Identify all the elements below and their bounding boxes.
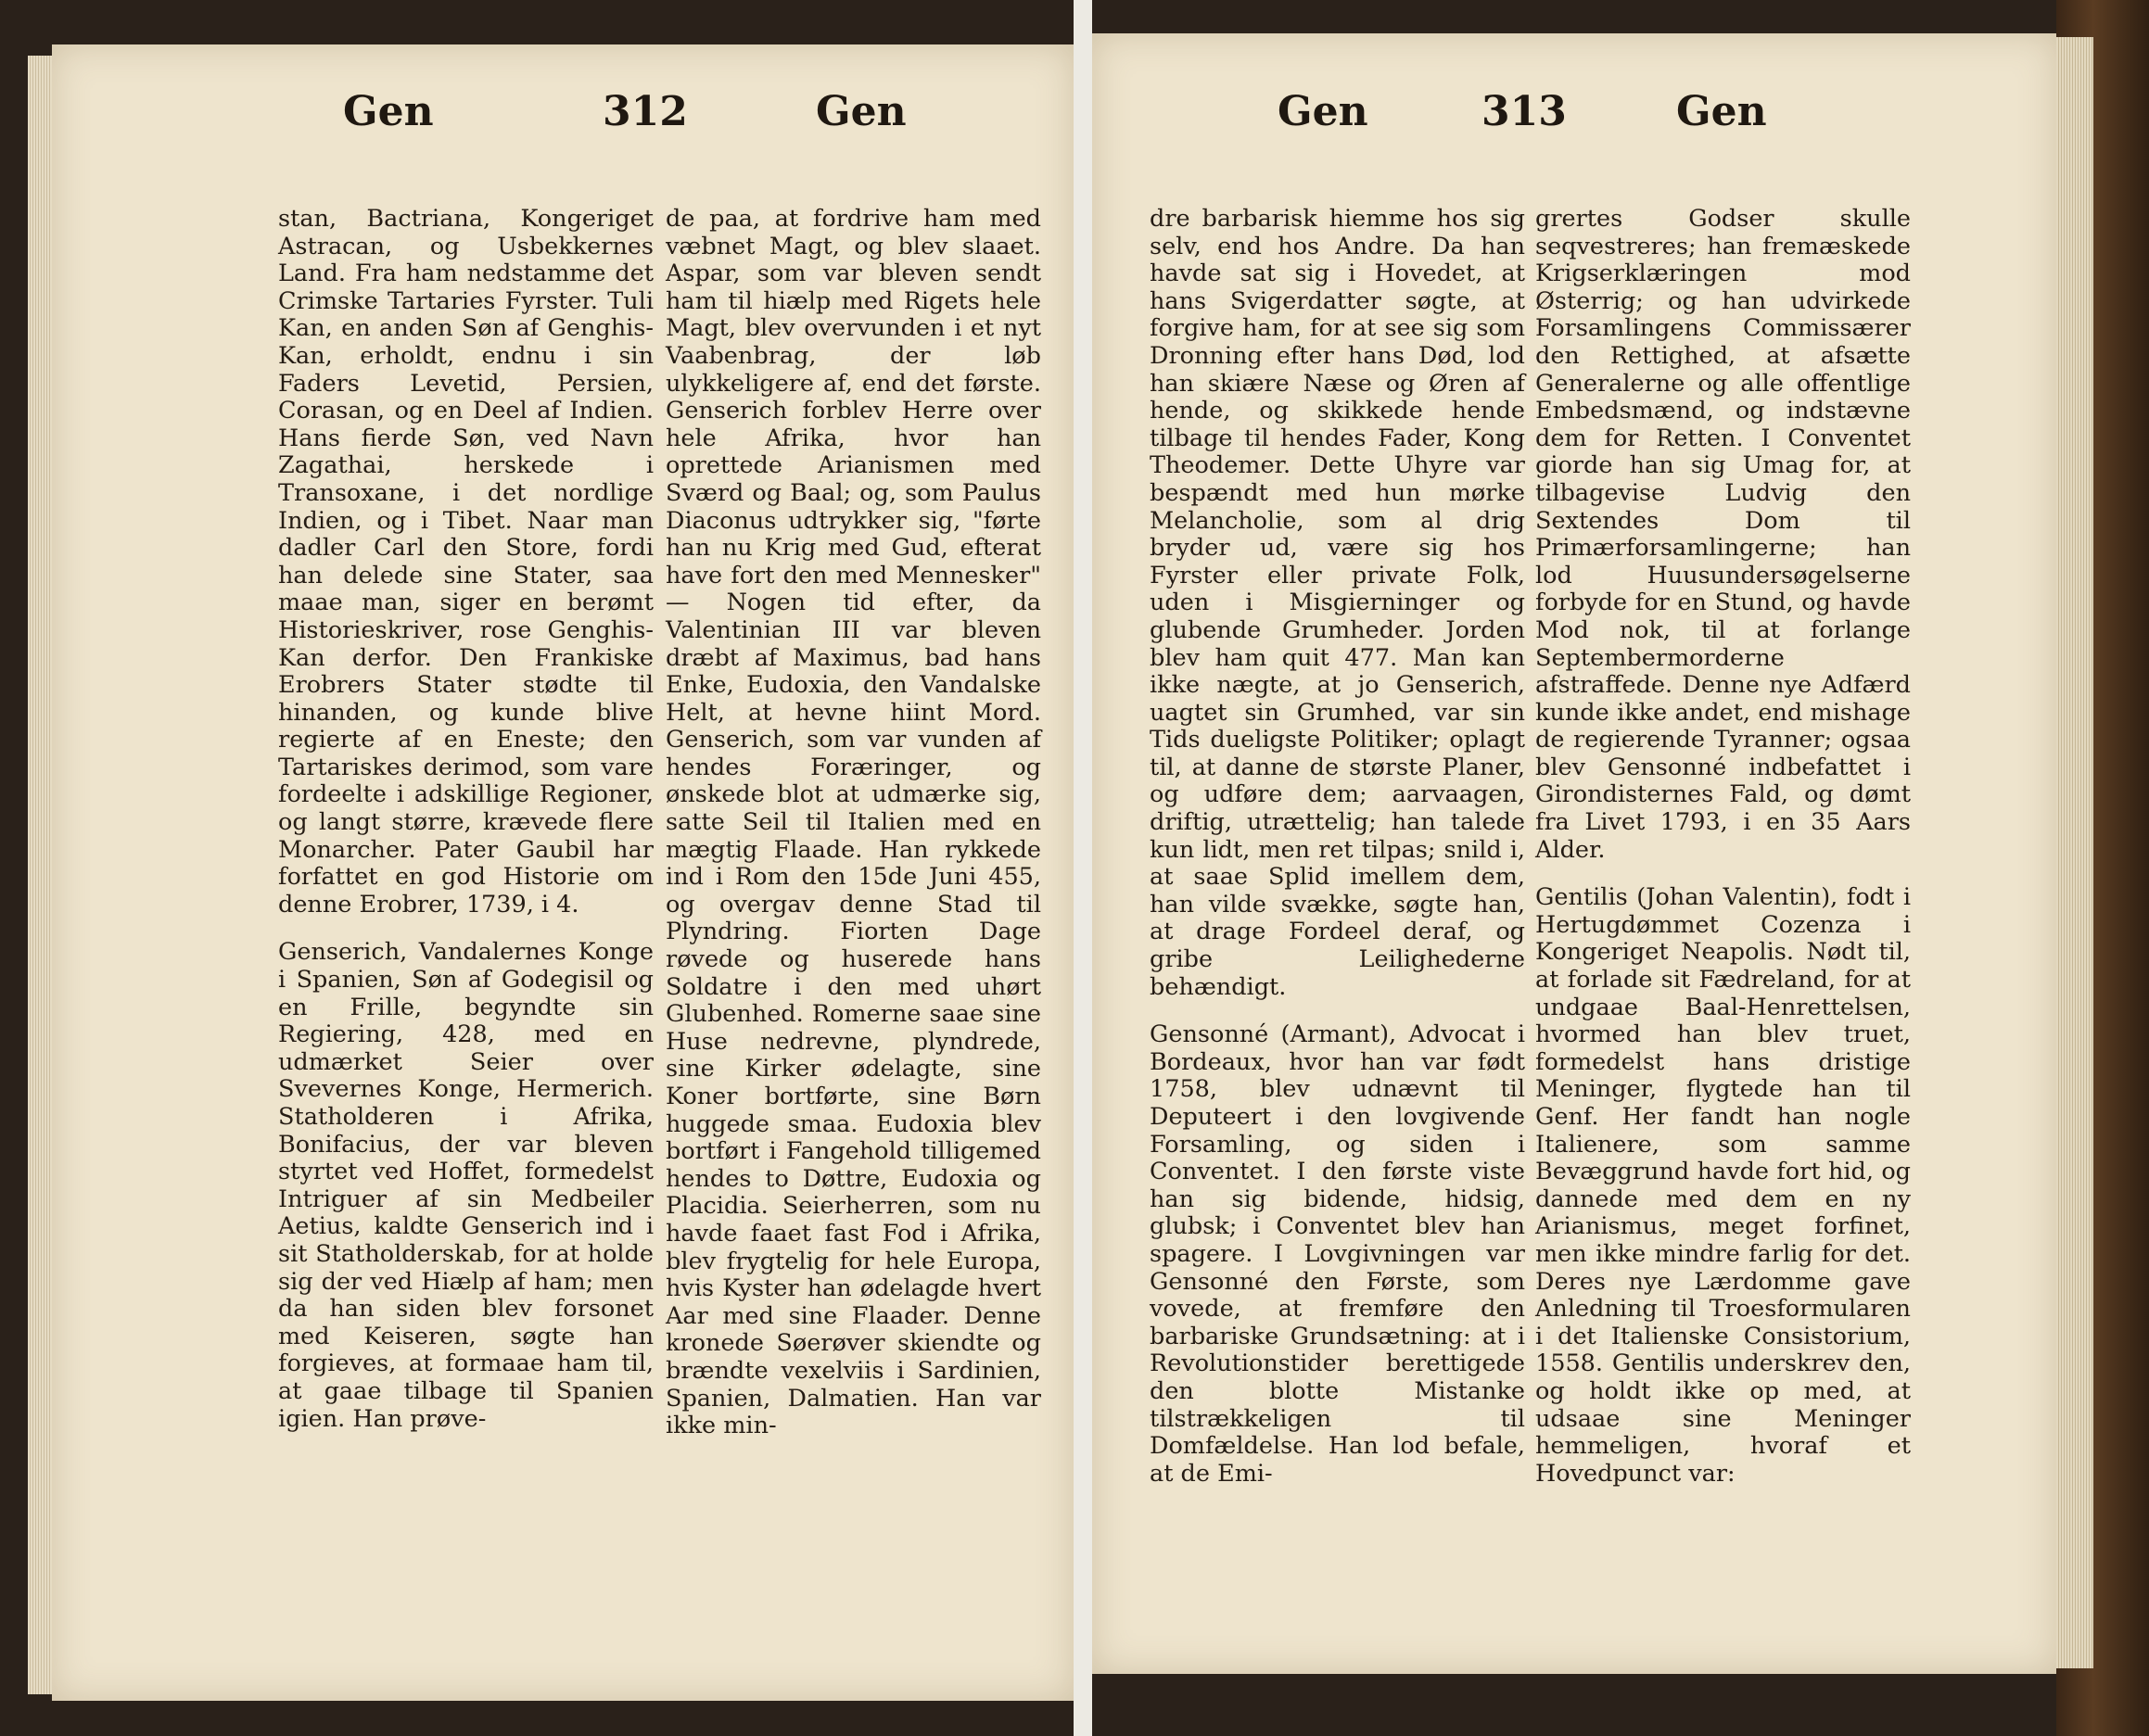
left-column-2	[666, 206, 1041, 1440]
right-column-2	[1535, 206, 1911, 1488]
running-head-left: Gen	[1278, 88, 1368, 135]
running-head-right: Gen	[816, 88, 907, 135]
left-scan	[0, 0, 1074, 1736]
running-head-right: Gen	[1676, 88, 1767, 135]
paragraph: Genserich, Vandalernes Konge i Spanien, Søn af Godegisil og en Frille, begyndte sin Regiering, 428, med en udmærket Seier over Svevernes Konge, Hermerich. Statholderen i Afrika, Bonifacius, der var bleven styrtet ved Hoffet, formedelst Intriguer af sin Medbeiler Aetius, kaldte Genserich ind i sit Statholderskab, for at holde sig der ved Hiælp af ham; men da han siden blev forsonet med Keiseren, søgte han forgieves, at formaae ham til, at gaae tilbage til Spanien igien. Han prøve-	[278, 938, 654, 1433]
right-column-1	[1150, 206, 1525, 1488]
paragraph: de paa, at fordrive ham med væbnet Magt, og blev slaaet. Aspar, som var bleven sendt ham til hiælp med Rigets hele Magt, blev overvunden i et nyt Vaabenbrag, der løb ulykkeligere af, end det første. Genserich forblev Herre over hele Afrika, hvor han oprettede Arianismen med Sværd og Baal; og, som Paulus Diaconus udtrykker sig, "førte han nu Krig med Gud, efterat have fort den med Mennesker" — Nogen tid efter, da Valentinian III var bleven dræbt af Maximus, bad hans Enke, Eudoxia, den Vandalske Helt, at hevne hiint Mord. Genserich, som var vunden af hendes Foræringer, og ønskede blot at udmærke sig, satte Seil til Italien med en mægtig Flaade. Han rykkede ind i Rom den 15de Juni 455, og overgav denne Stad til Plyndring. Fiorten Dage røvede og huserede hans Soldatre i den med uhørt Glubenhed. Romerne saae sine Huse nedrevne, plyndrede, sine Kirker ødelagte, sine Koner bortførte, sine Børn huggede smaa. Eudoxia blev bortført i Fangehold tilligemed hendes to Døttre, Eudoxia og Placidia. Seierherren, som nu havde faaet fast Fod i Afrika, blev frygtelig for hele Europa, hvis Kyster han ødelagde hvert Aar med sine Flaader. Denne kronede Søerøver skiendte og brændte vexelviis i Sardinien, Spanien, Dalmatien. Han var ikke min-	[666, 205, 1041, 1440]
right-scan	[1092, 0, 2149, 1736]
paragraph: dre barbarisk hiemme hos sig selv, end hos Andre. Da han havde sat sig i Hovedet, at hans Svigerdatter søgte, at forgive ham, for at see sig som Dronning efter hans Død, lod han skiære Næse og Øren af hende, og skikkede hende tilbage til hendes Fader, Kong Theodemer. Dette Uhyre var bespændt med hun mørke Melancholie, som al drig bryder ud, være sig hos Fyrster eller private Folk, uden i Misgierninger og glubende Grumheder. Jorden blev ham quit 477. Man kan ikke nægte, at jo Genserich, uagtet sin Grumhed, var sin Tids dueligste Politiker; oplagt til, at danne de største Planer, og udføre dem; aarvaagen, driftig, utrættelig; han talede kun lidt, men ret tilpas; snild i, at saae Splid imellem dem, han vilde svække, søgte han, at drage Fordeel deraf, og gribe Leilighederne behændigt.	[1150, 205, 1525, 1001]
paragraph: grertes Godser skulle seqvestreres; han fremæskede Krigserklæringen mod Østerrig; og han udvirkede Forsamlingens Commissærer den Rettighed, at afsætte Generalerne og alle offentlige Embedsmænd, og indstævne dem for Retten. I Conventet giorde han sig Umag for, at tilbagevise Ludvig den Sextendes Dom til Primærforsamlingerne; han lod Huusundersøgelserne forbyde for en Stund, og havde Mod nok, til at forlange Septembermorderne afstraffede. Denne nye Adfærd kunde ikke andet, end mishage de regierende Tyranner; ogsaa blev Gensonné indbefattet i Girondisternes Fald, og dømt fra Livet 1793, i en 35 Aars Alder.	[1535, 205, 1911, 864]
page-number: 313	[1481, 88, 1567, 135]
right-page-edges	[2056, 37, 2093, 1668]
left-column-1	[278, 206, 654, 1433]
paragraph: stan, Bactriana, Kongeriget Astracan, og Usbekkernes Land. Fra ham nedstamme det Crimske Tartaries Fyrster. Tuli Kan, en anden Søn af Genghis-Kan, erholdt, endnu i sin Faders Levetid, Persien, Corasan, og en Deel af Indien. Hans fierde Søn, ved Navn Zagathai, herskede i Transoxane, i det nordlige Indien, og i Tibet. Naar man dadler Carl den Store, fordi han delede sine Stater, saa maae man, siger en berømt Historieskriver, rose Genghis-Kan derfor. Den Frankiske Erobrers Stater stødte til hinanden, og kunde blive regierte af en Eneste; den Tartariskes derimod, som vare fordeelte i adskillige Regioner, og langt større, krævede flere Monarcher. Pater Gaubil har forfattet en god Historie om denne Erobrer, 1739, i 4.	[278, 205, 654, 919]
paragraph: Gensonné (Armant), Advocat i Bordeaux, hvor han var født 1758, blev udnævnt til Deputeert i den lovgivende Forsamling, og siden i Conventet. I den første viste han sig bidende, hidsig, glubsk; i Conventet blev han spagere. I Lovgivningen var Gensonné den Første, som vovede, at fremføre den barbariske Grundsætning: at i Revolutionstider berettigede den blotte Mistanke tilstrækkeligen til Domfældelse. Han lod befale, at de Emi-	[1150, 1020, 1525, 1488]
right-page-header	[1092, 88, 2149, 171]
page-number: 312	[603, 88, 688, 135]
scan-divider	[1074, 0, 1092, 1736]
running-head-left: Gen	[343, 88, 434, 135]
left-page-header	[0, 88, 1074, 171]
paragraph: Gentilis (Johan Valentin), fodt i Hertugdømmet Cozenza i Kongeriget Neapolis. Nødt til, at forlade sit Fædreland, for at undgaae Baal-Henrettelsen, hvormed han blev truet, formedelst hans dristige Meninger, flygtede han til Genf. Her fandt han nogle Italienere, som samme Bevæggrund havde fort hid, og dannede med dem en ny Arianismus, meget forfinet, men ikke mindre farlig for det. Deres nye Lærdomme gave Anledning til Troesformularen i det Italienske Consistorium, 1558. Gentilis underskrev den, og holdt ikke op med, at udsaae sine Meninger hemmeligen, hvoraf et Hovedpunct var:	[1535, 883, 1911, 1488]
